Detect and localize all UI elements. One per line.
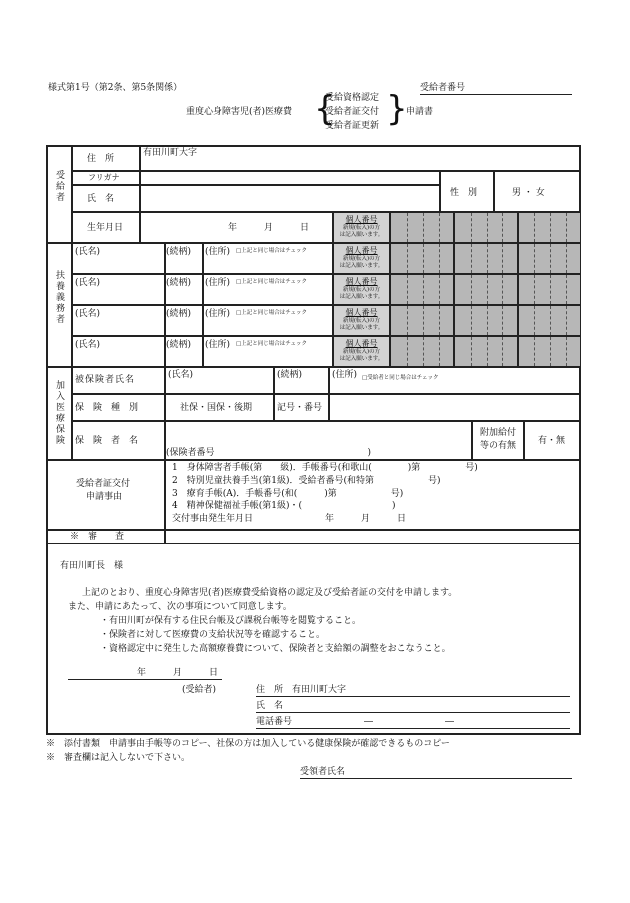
receiver-name: 受領者氏名 xyxy=(300,766,572,779)
title-prefix: 重度心身障害児(者)医療費 xyxy=(186,107,293,117)
insured-label: 被保険者氏名 xyxy=(75,375,136,385)
brace-right: } xyxy=(386,89,408,129)
reason-item: 3 療育手帳(A)．手帳番号(和( )第 号) xyxy=(172,488,404,499)
reason-label-1: 受給者証交付 xyxy=(76,479,131,489)
insurance-section-label: 加入医療保険 xyxy=(54,380,64,446)
furigana-field[interactable] xyxy=(140,171,440,185)
address-field[interactable] xyxy=(140,145,581,171)
symbol-number-label: 記号・番号 xyxy=(277,403,323,413)
gender-label: 性 別 xyxy=(450,188,478,198)
recipient-number-label: 受給者番号 xyxy=(420,82,572,95)
support-section-label: 扶養義務者 xyxy=(54,270,64,325)
extra-benefit-label: 附加給付 xyxy=(480,428,517,438)
reason-item: 4 精神保健福祉手帳(第1級)・( ) xyxy=(172,501,396,512)
brace-left: { xyxy=(314,89,336,129)
id-number-box: 個人番号 新規(転入)の方 は記入願います。 xyxy=(333,243,390,274)
letter-line: ・資格認定中に発生した高額療養費について、保険者と支給額の調整をおこなうこと。 xyxy=(100,644,451,654)
application-date: 年 月 日 xyxy=(68,667,222,680)
letter-line: 上記のとおり、重度心身障害児(者)医療費受給資格の認定及び受給者証の交付を申請します。 xyxy=(82,588,458,598)
title-suffix: 申請書 xyxy=(406,107,434,117)
reason-item: 交付事由発生年月日 年 月 日 xyxy=(172,514,407,525)
insurer-label: 保 険 者 名 xyxy=(75,436,139,446)
reason-label-2: 申請事由 xyxy=(86,492,123,502)
recipient-section-label: 受給者 xyxy=(54,170,64,203)
id-number-digits[interactable] xyxy=(390,305,581,336)
id-number-box: 個人番号 新規(転入)の方 は記入願います。 xyxy=(333,212,390,243)
insurance-type-label: 保 険 種 別 xyxy=(75,403,139,413)
id-number-digits[interactable] xyxy=(390,274,581,305)
reason-item: 1 身体障害者手帳(第 級)．手帳番号(和歌山( )第 号) xyxy=(172,463,478,473)
footer-note-1: ※ 添付書類 申請事由手帳等のコピー、社保の方は加入している健康保険が確認できるものコピー xyxy=(46,739,450,749)
title-option-3: 受給者証更新 xyxy=(325,121,380,131)
applicant-address: 住 所 有田川町大字 xyxy=(256,684,570,697)
id-number-box: 個人番号 新規(転入)の方 は記入願います。 xyxy=(333,274,390,305)
review-label: ※ 審 査 xyxy=(70,532,125,542)
id-number-digits[interactable] xyxy=(390,336,581,367)
letter-line: また、申請にあたって、次の事項について同意します。 xyxy=(68,602,292,612)
id-number-box: 個人番号 新規(転入)の方 は記入願います。 xyxy=(333,336,390,367)
address-value: 有田川町大字 xyxy=(143,148,198,158)
applicant-name: 氏 名 xyxy=(256,700,570,713)
reason-item: 2 特別児童扶養手当(第1級)．受給者番号(和特第 号) xyxy=(172,475,441,486)
gender-value: 男 ・ 女 xyxy=(512,188,545,198)
dob-value: 年 月 日 xyxy=(228,223,310,233)
symbol-number-field[interactable] xyxy=(329,394,581,421)
id-number-digits[interactable] xyxy=(390,212,581,243)
title-option-2: 受給者証交付 xyxy=(325,107,380,117)
applicant-phone: 電話番号 ― ― xyxy=(256,716,570,729)
name-field[interactable] xyxy=(140,185,440,212)
letter-line: ・有田川町が保有する住民台帳及び課税台帳等を閲覧すること。 xyxy=(100,616,362,626)
id-number-digits[interactable] xyxy=(390,243,581,274)
form-number: 様式第1号（第2条、第5条関係） xyxy=(48,83,183,93)
review-field xyxy=(165,530,581,544)
footer-note-2: ※ 審査欄は記入しないで下さい。 xyxy=(46,753,191,763)
addressee: 有田川町長 様 xyxy=(60,561,124,571)
furigana-label: フリガナ xyxy=(88,173,120,182)
id-number-box: 個人番号 新規(転入)の方 は記入願います。 xyxy=(333,305,390,336)
dob-label: 生年月日 xyxy=(87,223,124,233)
letter-line: ・保険者に対して医療費の支給状況等を確認すること。 xyxy=(100,630,326,640)
name-label: 氏 名 xyxy=(87,194,115,204)
applicant-label: (受給者) xyxy=(182,685,217,695)
title-option-1: 受給資格認定 xyxy=(325,93,380,103)
address-label: 住 所 xyxy=(87,154,115,164)
